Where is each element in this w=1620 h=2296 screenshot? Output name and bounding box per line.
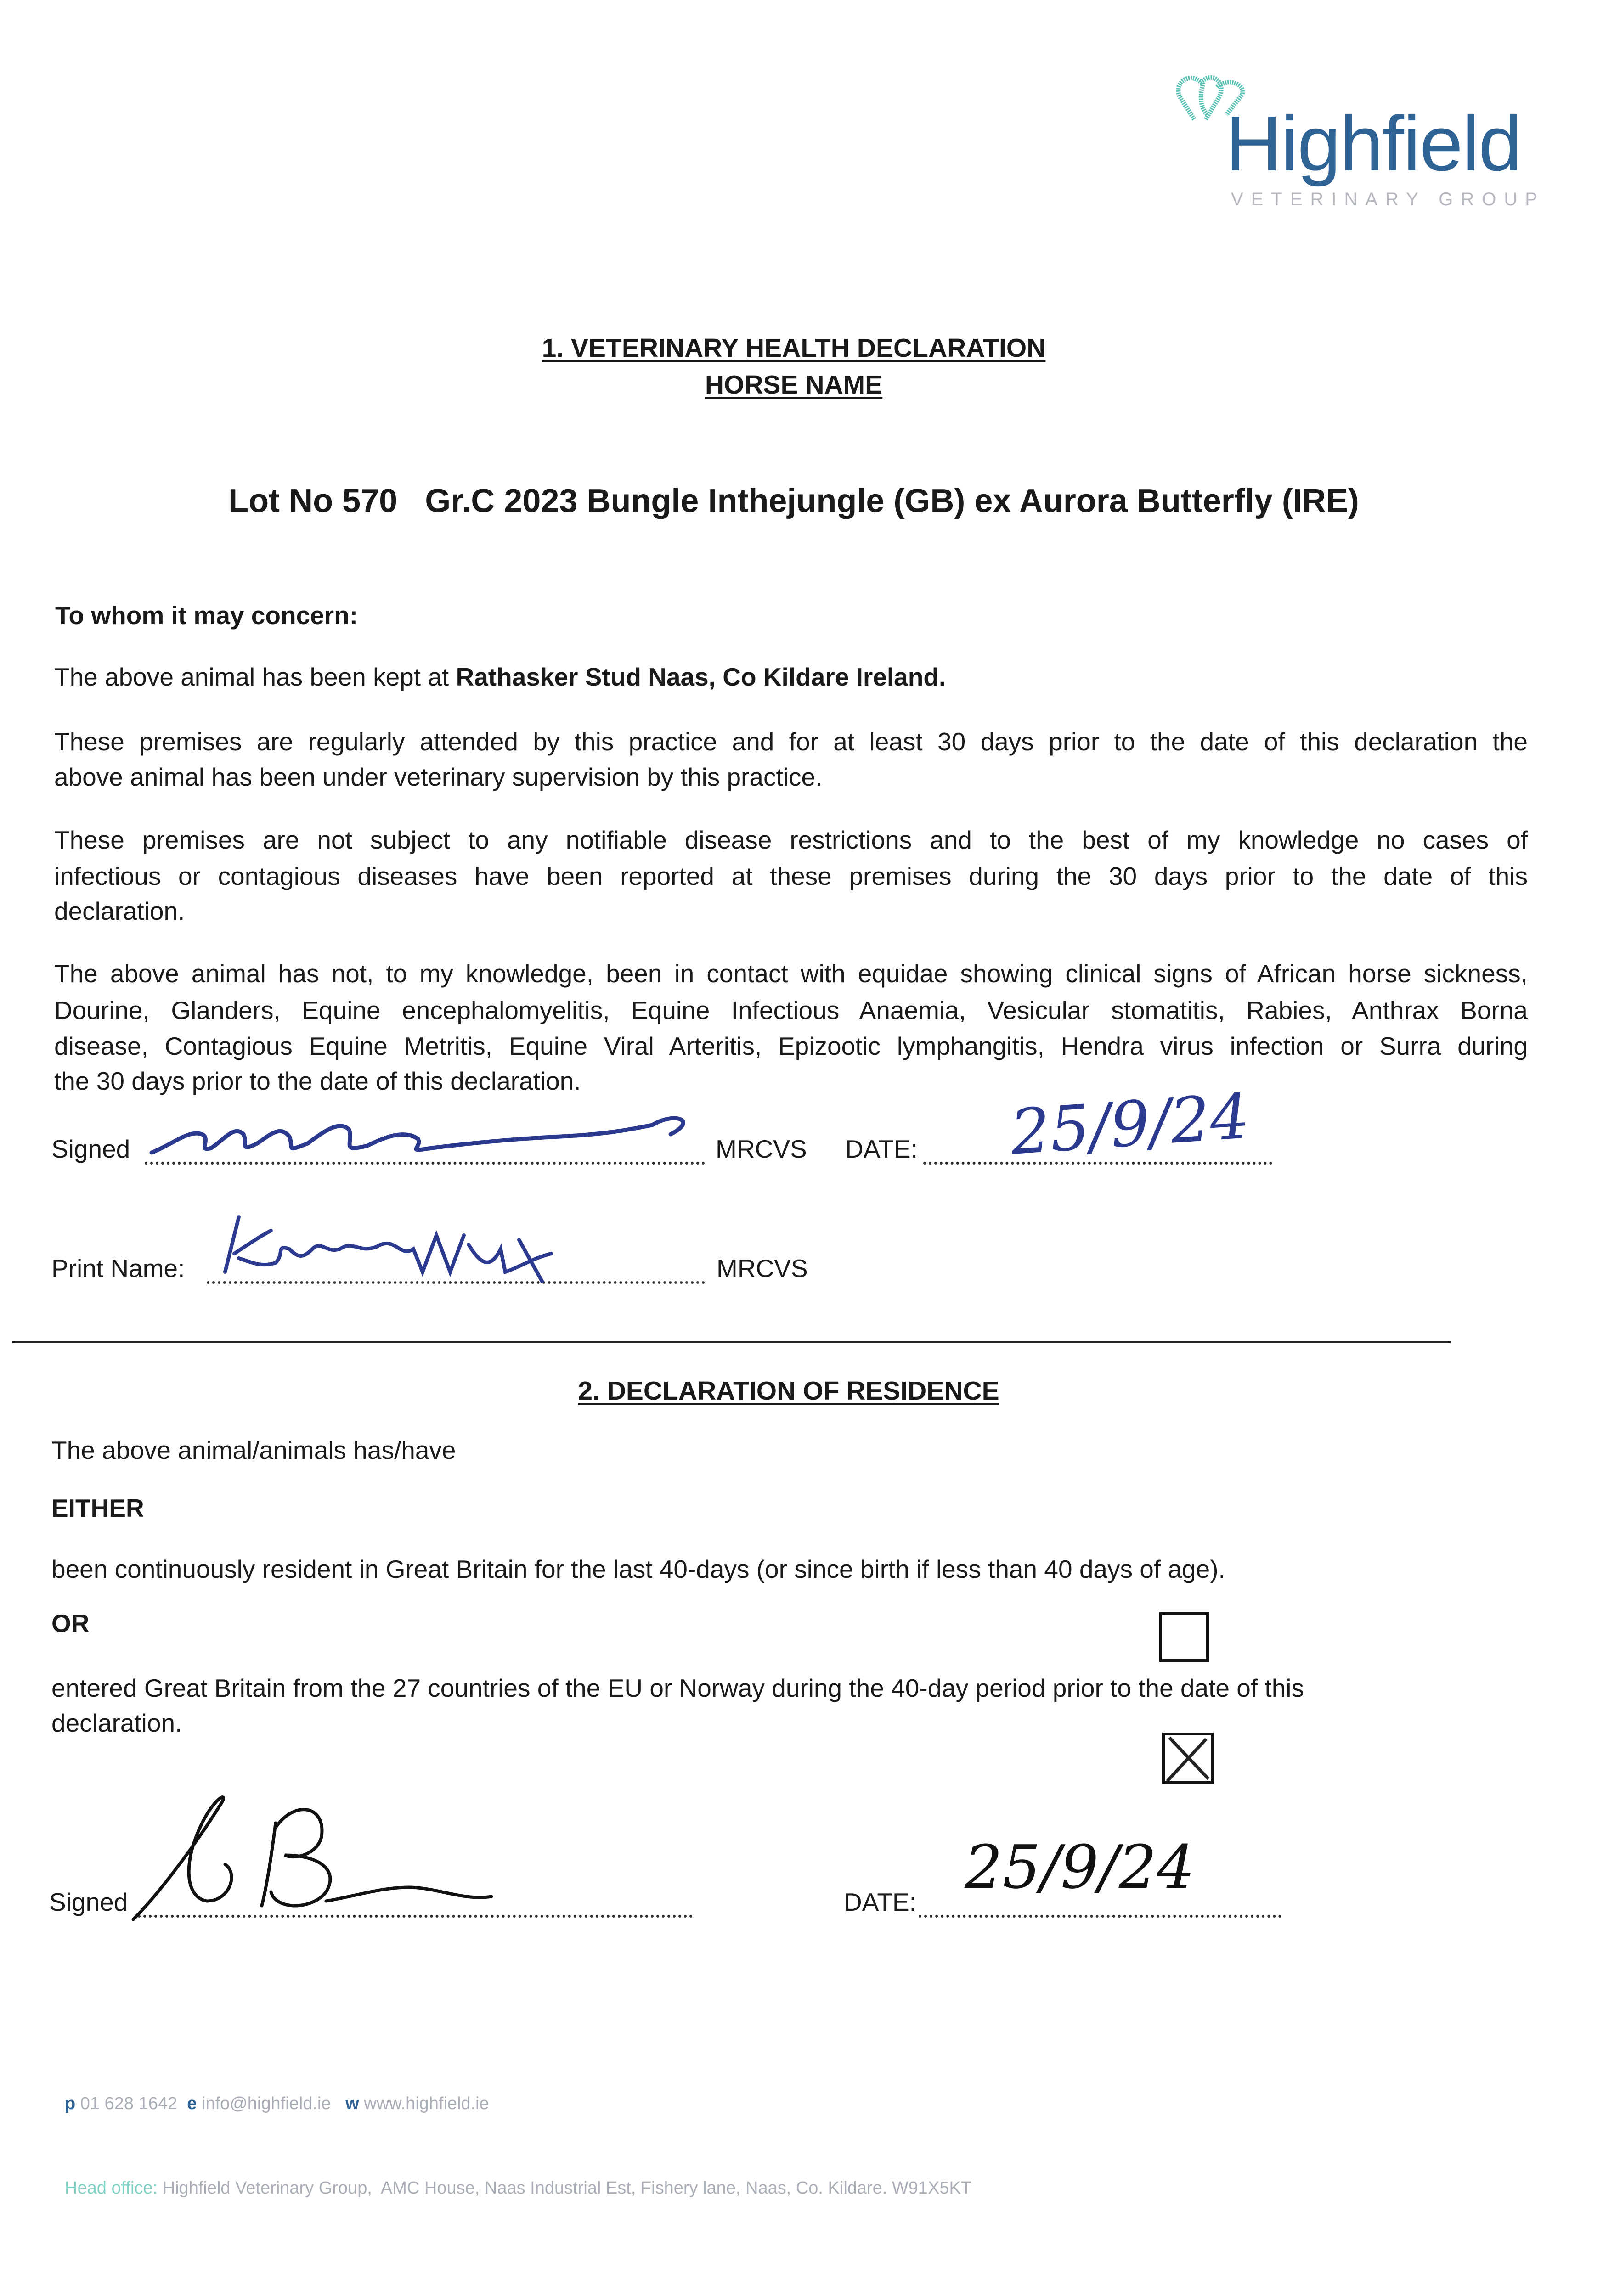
para4-line: the 30 days prior to the date of this declaration. bbox=[54, 1067, 581, 1095]
para4-line: Dourine, Glanders, Equine encephalomyelitis, Equine Infectious Anaemia, Vesicular stomatitis, Rabies, Anthrax Borna bbox=[54, 996, 1528, 1024]
para3-line: These premises are not subject to any notifiable disease restrictions and to the best of my knowledge no cases of bbox=[54, 826, 1528, 854]
website-link[interactable]: www.highfield.ie bbox=[364, 2094, 489, 2113]
para3-line: infectious or contagious diseases have been reported at these premises during the 30 days prior to the date of this bbox=[54, 862, 1528, 890]
mrcvs-label: MRCVS bbox=[717, 1254, 808, 1283]
logo-tagline: VETERINARY GROUP bbox=[1231, 189, 1545, 209]
option1-text: been continuously resident in Great Britain for the last 40-days (or since birth if less than 40 days of age). bbox=[51, 1555, 1225, 1583]
footer-head-office bbox=[65, 2178, 971, 2198]
section2-title: 2. DECLARATION OF RESIDENCE bbox=[578, 1376, 999, 1406]
para4-line: The above animal has not, to my knowledge, been in contact with equidae showing clinical signs of African horse sickness, bbox=[54, 959, 1528, 988]
owner-signature bbox=[124, 1782, 560, 1929]
email-link[interactable]: info@highfield.ie bbox=[201, 2094, 331, 2113]
date-handwritten: 25/9/24 bbox=[965, 1832, 1195, 1902]
para3-line: declaration. bbox=[54, 897, 185, 925]
residence-intro: The above animal/animals has/have bbox=[51, 1436, 456, 1464]
section1-title: 1. VETERINARY HEALTH DECLARATION bbox=[542, 333, 1046, 363]
option1-checkbox[interactable] bbox=[1159, 1612, 1209, 1662]
option2-checkbox[interactable] bbox=[1162, 1733, 1214, 1784]
email-label: e bbox=[187, 2094, 197, 2113]
website-label: w bbox=[345, 2094, 359, 2113]
section-divider bbox=[12, 1341, 1451, 1343]
phone: 01 628 1642 bbox=[80, 2094, 178, 2113]
date-handwritten: 25/9/24 bbox=[1008, 1080, 1252, 1169]
print-name-handwriting bbox=[220, 1203, 597, 1295]
print-name-label: Print Name: bbox=[51, 1254, 185, 1283]
either-label: EITHER bbox=[51, 1494, 144, 1522]
kept-prefix: The above animal has been kept at bbox=[54, 663, 456, 691]
date-label: DATE: bbox=[844, 1888, 916, 1916]
kept-at-line bbox=[54, 662, 946, 692]
para4-line: disease, Contagious Equine Metritis, Equine Viral Arteritis, Epizootic lymphangitis, Hendra virus infection or Surra during bbox=[54, 1032, 1528, 1060]
lot-heading: Lot No 570 Gr.C 2023 Bungle Inthejungle (GB) ex Aurora Butterfly (IRE) bbox=[228, 483, 1359, 519]
date-label: DATE: bbox=[845, 1135, 918, 1163]
section1-subtitle: HORSE NAME bbox=[705, 370, 883, 400]
option2-line: declaration. bbox=[51, 1709, 182, 1737]
logo-name: Highfield bbox=[1225, 100, 1521, 187]
kept-location: Rathasker Stud Naas, Co Kildare Ireland. bbox=[456, 663, 946, 691]
option2-line: entered Great Britain from the 27 countries of the EU or Norway during the 40-day period prior to the date of this bbox=[51, 1674, 1304, 1702]
footer-contact bbox=[65, 2094, 489, 2114]
head-office-address: Highfield Veterinary Group, AMC House, Naas Industrial Est, Fishery lane, Naas, Co. Kildare. W91X5KT bbox=[162, 2178, 972, 2198]
vet-signature bbox=[147, 1093, 707, 1166]
check-x-icon bbox=[1165, 1735, 1211, 1781]
para2-line: These premises are regularly attended by this practice and for at least 30 days prior to the date of this declaration the bbox=[54, 727, 1528, 756]
para2-line: above animal has been under veterinary supervision by this practice. bbox=[54, 763, 823, 791]
phone-label: p bbox=[65, 2094, 76, 2113]
or-label: OR bbox=[51, 1609, 90, 1638]
head-office-label: Head office: bbox=[65, 2178, 158, 2198]
signed-label: Signed bbox=[49, 1888, 128, 1916]
signed-label: Signed bbox=[51, 1135, 130, 1163]
mrcvs-label: MRCVS bbox=[716, 1135, 807, 1163]
salutation: To whom it may concern: bbox=[55, 601, 358, 630]
